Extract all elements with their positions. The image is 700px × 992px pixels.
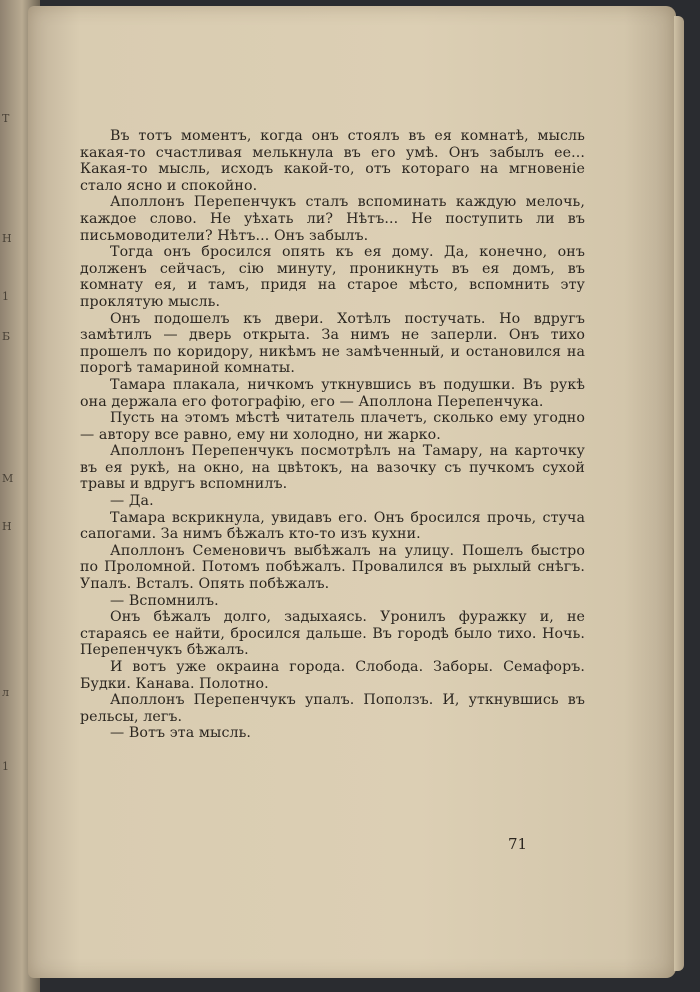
paragraph: Въ тотъ моментъ, когда онъ стоялъ въ ея комнатѣ, мысль какая-то счастливая мелькнула въ его умѣ. Онъ забылъ ее... Какая-то мысль, исходъ какой-то, отъ котораго на мгновенie стало ясно и спокойно. (80, 128, 585, 194)
paragraph: Онъ подошелъ къ двери. Хотѣлъ постучать. Но вдругъ замѣтилъ — дверь открыта. За нимъ не заперли. Онъ тихо прошелъ по коридору, никѣмъ не замѣченный, и остановился на порогѣ тамариной комнаты. (80, 310, 585, 377)
left-page-fragment: Т (2, 112, 10, 125)
paragraph: — Вотъ эта мысль. (110, 725, 252, 742)
paragraph: — Вспомнилъ. (110, 592, 219, 609)
left-page-fragment: Б (2, 330, 11, 343)
page-body (80, 128, 585, 742)
paragraph: Аполлонъ Перепенчукъ посмотрѣлъ на Тамару, на карточку въ ея рукѣ, на окно, на цвѣтокъ, на вазочку съ пучкомъ сухой травы и вдругъ вспомнилъ. (80, 443, 585, 493)
left-page-fragment: 1 (2, 760, 9, 773)
paragraph: Пусть на этомъ мѣстѣ читатель плачетъ, сколько ему угодно — автору все равно, ему ни холодно, ни жарко. (80, 410, 585, 443)
paragraph: Тамара вскрикнула, увидавъ его. Онъ бросился прочь, стуча сапогами. За нимъ бѣжалъ кто-то изъ кухни. (80, 509, 585, 543)
left-page-fragment: Н (2, 520, 12, 533)
left-page-fragment: Н (2, 232, 12, 245)
paragraph: Тогда онъ бросился опять къ ея дому. Да, конечно, онъ долженъ сейчасъ, сiю минуту, проникнуть въ ея домъ, въ комнату ея, и тамъ, придя на старое мѣсто, вспомнить эту проклятую мысль. (80, 244, 585, 310)
paragraph: Аполлонъ Перепенчукъ сталъ вспоминать каждую мелочь, каждое слово. Не уѣхать ли? Нѣтъ... Не поступить ли въ письмоводители? Нѣтъ... Онъ забылъ. (80, 194, 585, 244)
left-page-fragment: М (2, 472, 14, 485)
paragraph: Онъ бѣжалъ долго, задыхаясь. Уронилъ фуражку и, не стараясь ее найти, бросился дальше. Въ городѣ было тихо. Ночь. Перепенчукъ бѣжалъ. (80, 609, 585, 659)
page-number: 71 (508, 835, 528, 853)
page-stack-edge (674, 16, 684, 971)
paragraph: Аполлонъ Перепенчукъ упалъ. Поползъ. И, уткнувшись въ рельсы, легъ. (80, 692, 585, 725)
left-page-fragment: 1 (2, 290, 9, 303)
paragraph: — Да. (110, 493, 154, 510)
left-page-fragment: л (2, 686, 9, 699)
paragraph: И вотъ уже окраина города. Слобода. Заборы. Семафоръ. Будки. Канава. Полотно. (80, 659, 585, 692)
paragraph: Аполлонъ Семеновичъ выбѣжалъ на улицу. Пошелъ быстро по Проломной. Потомъ побѣжалъ. Провалился въ рыхлый снѣгъ. Упалъ. Всталъ. Опять побѣжалъ. (80, 542, 585, 593)
paragraph: Тамара плакала, ничкомъ уткнувшись въ подушки. Въ рукѣ она держала его фотографiю, его — Аполлона Перепенчука. (80, 376, 585, 410)
